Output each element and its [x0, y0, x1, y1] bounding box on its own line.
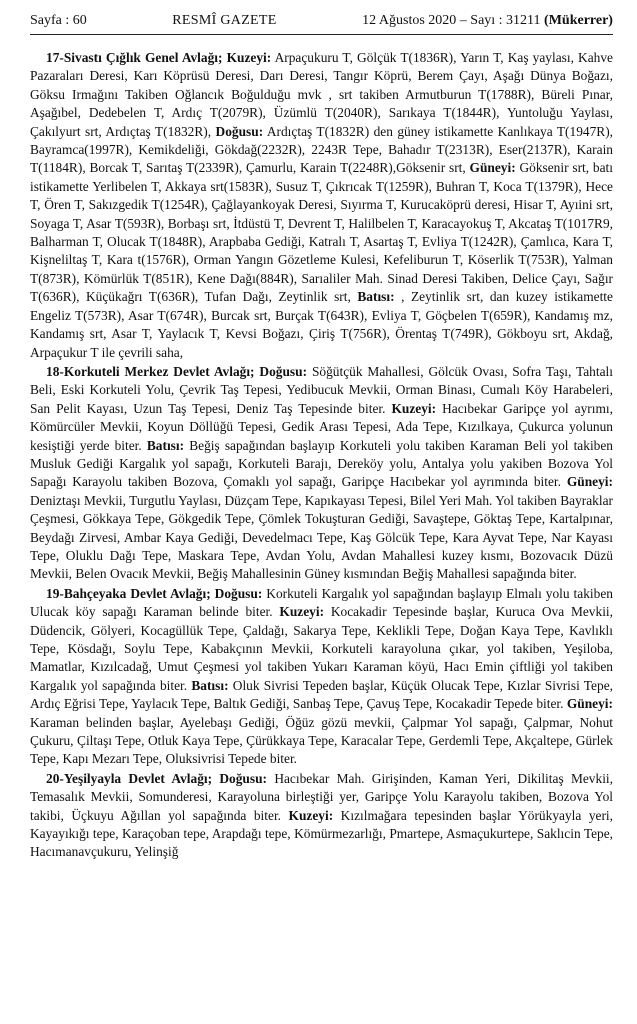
boundary-label: Batısı:: [146, 437, 185, 453]
boundary-text: Ardıçtaş T(1832R) den güney istikamette Kanlıkaya T(1947R), Bayramca(1997R), Kemikdeliği, Gökdağ(2232R), 2243R Tepe, Bahadır T(2313R), Eser(2137R), Karain T(1184R), Borcak T, Sarıtaş T(2339R), Çamurlu, Karain T(2248R),Göksenir srt,: [30, 123, 614, 176]
boundary-label: Batısı:: [357, 289, 395, 305]
boundary-text: , Zeytinlik srt, dan kuzey istikamette Engeliz T(573R), Asar T(674R), Burcak srt, Burçak T(643R), Evliya T, Göçbelen T(659R), Kandamış mz, Kandamış srt, Asar T, Yaylacık T, Kevsi Boğazı, Çiriş T(756R), Örentaş T(749R), Gökboyu srt, Akdağ, Arpaçukur T ile çevrili saha,: [30, 289, 613, 360]
boundary-label: Kuzeyi:: [391, 400, 437, 416]
issue-date: 12 Ağustos 2020 – Sayı : 31211: [362, 13, 541, 28]
boundary-text: Hacıbekar Garipçe yol ayrımı, Kömürcüler Mevkii, Koyun Döllüğü Tepesi, Gedik Arası Tepesi, Ada Tepe, Kızılkaya, Çukurca yolunun kesiştiği yerde biter.: [30, 400, 613, 453]
boundary-text: Karaman belinden başlar, Ayelebaşı Gediği, Öğüz gözü mevkii, Çalpmar Yol sapağı, Çalpmar, Nohut Çukuru, Çiltaşı Tepe, Otluk Kaya Tepe, Çürükkaya Tepe, Karacalar Tepe, Gerdemli Tepe, Akçaltepe, Gürlek Tepe, Kapı Mezarı Tepe, Oluksivrisi Tepede biter.: [30, 714, 613, 767]
boundary-label: Batısı:: [191, 677, 229, 693]
boundary-label: Kuzeyi:: [288, 807, 334, 823]
issue-info: [362, 12, 613, 30]
gazette-title: RESMÎ GAZETE: [172, 13, 277, 28]
boundary-text: Hacıbekar Mah. Girişinden, Kaman Yeri, Dikilitaş Mevkii, Temasalık Mevkii, Somunderesi, Karayoluna birleştiği yer, Garipçe Yolu Karayolu takiben, Bozova Yol takibi, Üçkuyu Ağıllan yol sapağında biter.: [30, 770, 613, 823]
section-title: 20-Yeşilyayla Devlet Avlağı;: [46, 770, 213, 786]
page-header: [30, 12, 613, 35]
boundary-label: Doğusu:: [219, 770, 268, 786]
boundary-label: Doğusu:: [259, 363, 308, 379]
page-number: Sayfa : 60: [30, 13, 87, 28]
section-paragraph: [30, 49, 613, 362]
boundary-text: Kocakadir Tepesinde başlar, Kuruca Ova Mevkii, Düdencik, Gölyeri, Kocagüllük Tepe, Çaldağı, Sakarya Tepe, Keklikli Tepe, Doğan Kaya Tepe, Kavlıklı Tepe, Kösdağı, Soylu Tepe, Kabakçının Mevkii, Korkuteli karayoluna çıkar, yol takiben, Yeşiloba, Mamatlar, Kızılcadağ, Umut Çeşmesi yol takiben Yukarı Karaman köyü, Hacı Emin çiftliği yol takiben Kargalık yol sapağında biter.: [30, 604, 613, 693]
issue-special: (Mükerrer): [544, 13, 613, 28]
boundary-label: Güneyi:: [566, 474, 613, 490]
document-body: [30, 49, 613, 862]
boundary-label: Kuzeyi:: [226, 50, 272, 65]
boundary-label: Kuzeyi:: [279, 604, 325, 620]
boundary-text: Oluk Sivrisi Tepeden başlar, Küçük Olucak Tepe, Kızlar Sivrisi Tepe, Ardıç Eğrisi Tepe, Yaylacık Tepe, Baltık Gediği, Sanbaş Tepe, Çavuş Tepe, Kocakadir Tepede biter.: [30, 677, 613, 712]
boundary-text: Arpaçukuru T, Gölçük T(1836R), Yarın T, Kaş yaylası, Kahve Pazaraları Deresi, Karı Köprüsü Deresi, Darı Deresi, Tangır Köprü, Berem Çayı, Aşağı Dünya Boğazı, Göksu Irmağını Takiben Oğlancık Boğulduğu mvk , srt takiben Armutburun T(1788R), Büreli Pınar, Aşağıbel, Dedebelen T, Ardıç T(2079R), Üzümlü T(2040R), Sarıkaya T(1844R), Yuntoluğu Yaylası, Çakılyurt srt, Ardıçtaş T(1832R),: [30, 50, 613, 139]
section-title: 18-Korkuteli Merkez Devlet Avlağı;: [46, 363, 255, 379]
section-title: 17-Sivastı Çığlık Genel Avlağı;: [46, 50, 223, 65]
boundary-label: Doğusu:: [215, 123, 264, 139]
boundary-text: Göksenir srt, batı istikamette Yerlibelen T, Akkaya srt(1583R), Susuz T, Çıkrıcak T(1259R), Buhran T, Koca T(1379R), Hece T, Ören T, Sakızgedik T(1254R), Çağlayankoyak Deresi, Sıyırma T, Kurucaköprü deresi, Hisar T, Ayıini srt, Soyaga T, Asar T(593R), Borbaşı srt, İtdüstü T, Devrent T, Halilbelen T, Karacayokuş T, Akcataş T(1017R9, Balharman T, Olucak T(1848R), Arapbaba Gediği, Katralı T, Asartaş T, Evliya T(1242R), Çamlıca, Kara T, Kişneliltaş T, Kara t(1576R), Orman Yangın Gözetleme Kulesi, Kefeliburun T, Köserlik T(753R), Yalman T(873R), Kömürlük T(851R), Kene Dağı(884R), Sarıaliler Mah. Sinad Deresi Takiben, Delice Çayı, Sağır T(636R), Küçükağrı T(636R), Tufan Dağı, Zeytinlik srt,: [30, 160, 613, 305]
boundary-text: Deniztaşı Mevkii, Turgutlu Yaylası, Düzçam Tepe, Kapıkayası Tepesi, Bilel Yeri Mah. Yol takiben Bayraklar Çeşmesi, Gökkaya Tepe, Gökgedik Tepe, Çömlek Tokuşturan Gediği, Savaştepe, Göktaş Tepe, Kartalpınar, Beydağı Zirvesi, Ambar Kaya Gediği, Devedelmacı Tepe, Kaş Gölcük Tepe, Kara Ayvat Tepe, Nar Kayası Tepe, Oluklu Dağı Tepe, Maskara Tepe, Avdan Yolu, Avdan Mahallesi kuzey kısmı, Bozovacık Düzü Mevkii, Belen Ovacık Mevkii, Beğiş Mahallesinin Güney kısmından Beğiş Mahallesi sapağında biter.: [30, 492, 613, 582]
boundary-text: Söğütçük Mahallesi, Gölcük Ovası, Sofra Taşı, Tahtalı Beli, Eski Korkuteli Yolu, Çevrik Taş Tepesi, Yedibucuk Mevkii, Orman Binası, Cumalı Köy Harabeleri, San Pelit Kayası, Uzun Taş Tepesi, Deniz Taş Tepesinde biter.: [30, 363, 613, 416]
boundary-text: Korkuteli Kargalık yol sapağından başlayıp Elmalı yolu takiben Ulucak köy sapağı Karaman belinde biter.: [30, 585, 613, 620]
boundary-label: Doğusu:: [214, 585, 263, 601]
section-paragraph: [30, 585, 613, 769]
boundary-label: Güneyi:: [566, 696, 613, 712]
section-paragraph: [30, 770, 613, 862]
boundary-text: Beğiş sapağından başlayıp Korkuteli yolu takiben Karaman Beli yol takiben Musluk Gediği Kargalık yol sapağı, Korkuteli Barajı, Dereköy yolu, Antalya yolu yakiben Bozova Yol Sapağı Karayolu takiben Bozova, Çomaklı yol sapağı, Garipçe Hacıbekar yol ayrımında biter.: [30, 437, 614, 490]
section-title: 19-Bahçeyaka Devlet Avlağı;: [46, 585, 211, 601]
section-paragraph: [30, 363, 613, 584]
boundary-text: Kızılmağara tepesinden başlar Yörükyayla yeri, Kayayıkığı tepe, Karaçoban tepe, Arapdağı tepe, Kömürmezarlığı, Pmartepe, Asmaçukurtepe, Saklıcin Tepe, Hacımanavçukuru, Yelinşiğ: [30, 807, 613, 860]
boundary-label: Güneyi:: [469, 160, 516, 176]
